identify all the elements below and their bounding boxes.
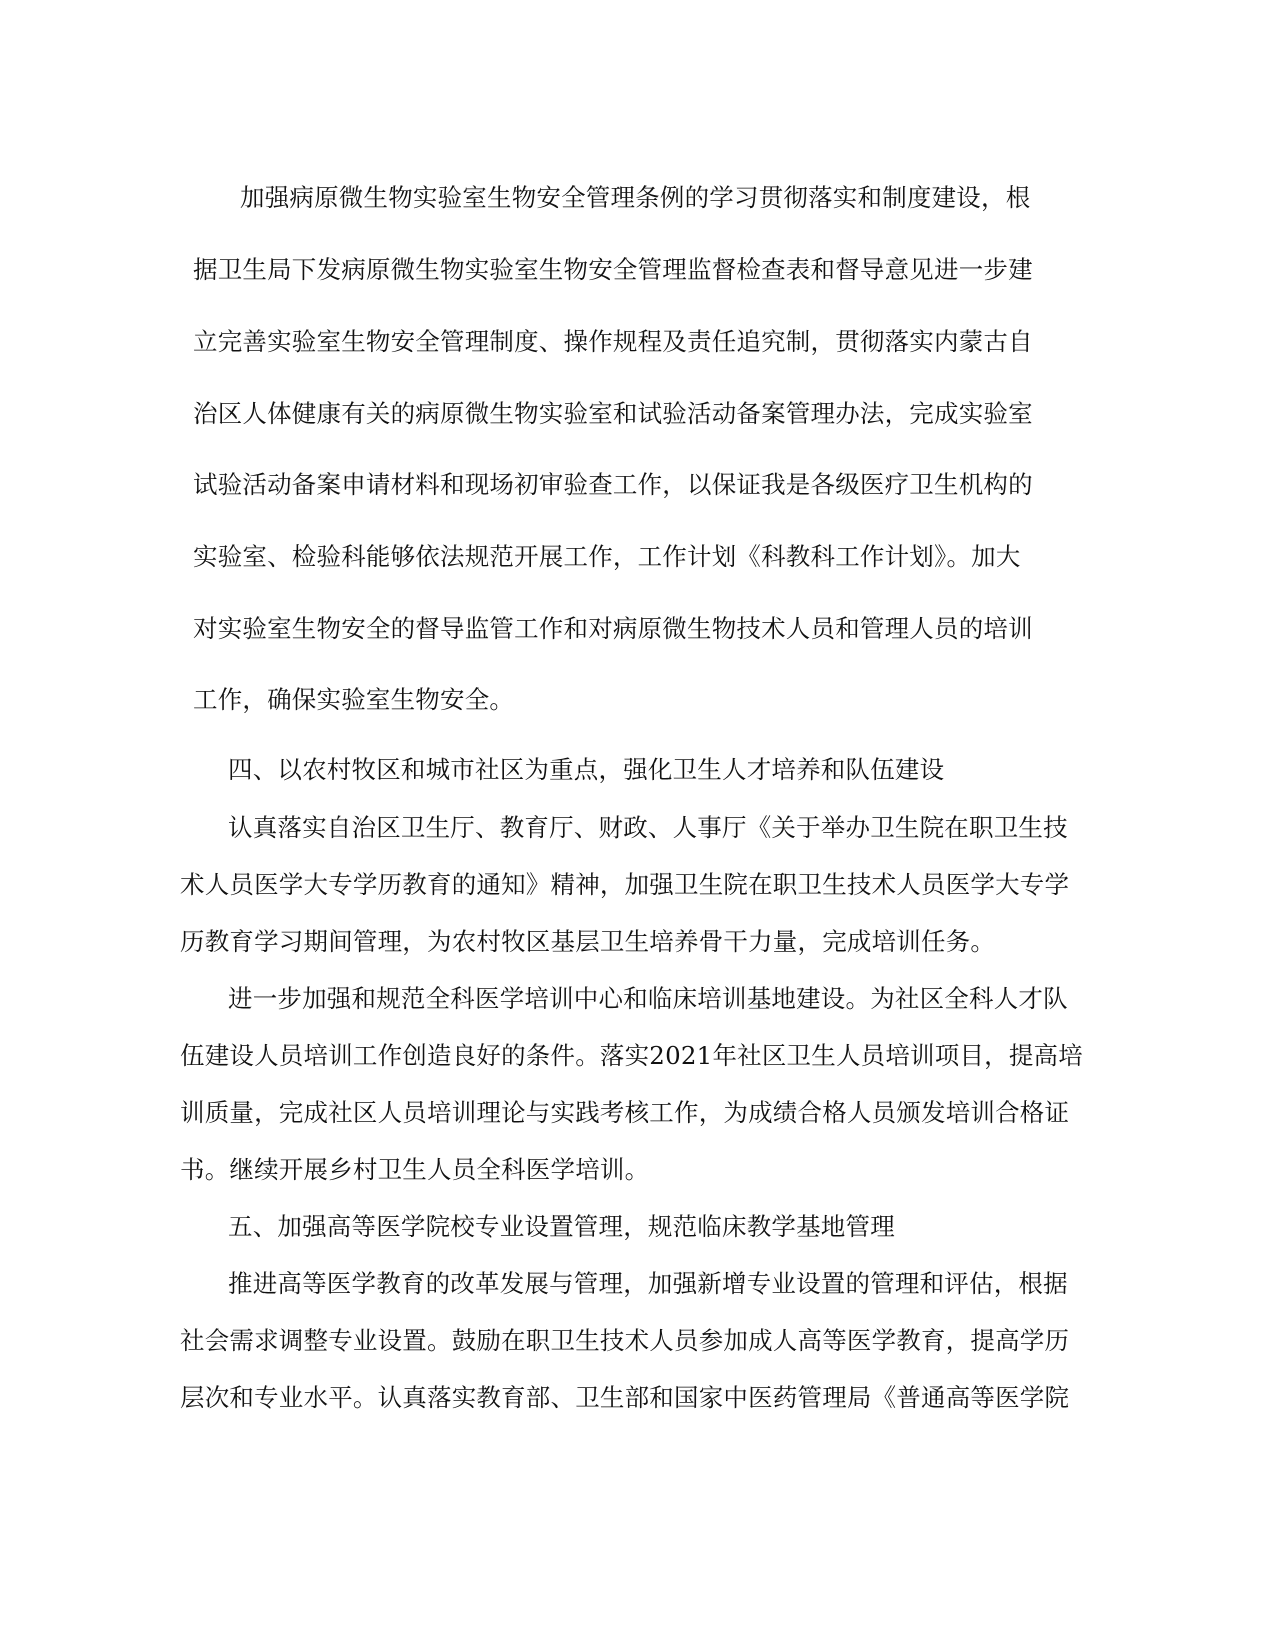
- paragraph-line: 认真落实自治区卫生厅、教育厅、财政、人事厅《关于举办卫生院在职卫生技: [228, 813, 1068, 842]
- paragraph-line: 训质量，完成社区人员培训理论与实践考核工作，为成绩合格人员颁发培训合格证: [180, 1098, 1070, 1127]
- paragraph-line: 层次和专业水平。认真落实教育部、卫生部和国家中医药管理局《普通高等医学院: [180, 1383, 1070, 1412]
- paragraph-line: 伍建设人员培训工作创造良好的条件。落实2021年社区卫生人员培训项目，提高培: [180, 1041, 1083, 1070]
- paragraph-line: 书。继续开展乡村卫生人员全科医学培训。: [180, 1155, 650, 1184]
- paragraph-line: 实验室、检验科能够依法规范开展工作，工作计划《科教科工作计划》。加大: [193, 542, 1021, 571]
- section-heading: 五、加强高等医学院校专业设置管理，规范临床教学基地管理: [228, 1212, 895, 1241]
- paragraph-line: 试验活动备案申请材料和现场初审验查工作，以保证我是各级医疗卫生机构的: [193, 470, 1033, 499]
- section-heading: 四、以农村牧区和城市社区为重点，强化卫生人才培养和队伍建设: [228, 755, 945, 784]
- paragraph-line: 历教育学习期间管理，为农村牧区基层卫生培养骨干力量，完成培训任务。: [180, 927, 996, 956]
- paragraph-line: 进一步加强和规范全科医学培训中心和临床培训基地建设。为社区全科人才队: [228, 984, 1068, 1013]
- paragraph-line: 工作，确保实验室生物安全。: [193, 685, 515, 714]
- paragraph-line: 据卫生局下发病原微生物实验室生物安全管理监督检查表和督导意见进一步建: [193, 255, 1033, 284]
- paragraph-line: 推进高等医学教育的改革发展与管理，加强新增专业设置的管理和评估，根据: [228, 1269, 1068, 1298]
- paragraph-line: 社会需求调整专业设置。鼓励在职卫生技术人员参加成人高等医学教育，提高学历: [180, 1326, 1070, 1355]
- paragraph-line: 对实验室生物安全的督导监管工作和对病原微生物技术人员和管理人员的培训: [193, 614, 1033, 643]
- paragraph-line: 术人员医学大专学历教育的通知》精神，加强卫生院在职卫生技术人员医学大专学: [180, 870, 1070, 899]
- paragraph-line: 立完善实验室生物安全管理制度、操作规程及责任追究制，贯彻落实内蒙古自: [193, 327, 1033, 356]
- paragraph-line: 加强病原微生物实验室生物安全管理条例的学习贯彻落实和制度建设，根: [240, 183, 1031, 212]
- paragraph-line: 治区人体健康有关的病原微生物实验室和试验活动备案管理办法，完成实验室: [193, 399, 1033, 428]
